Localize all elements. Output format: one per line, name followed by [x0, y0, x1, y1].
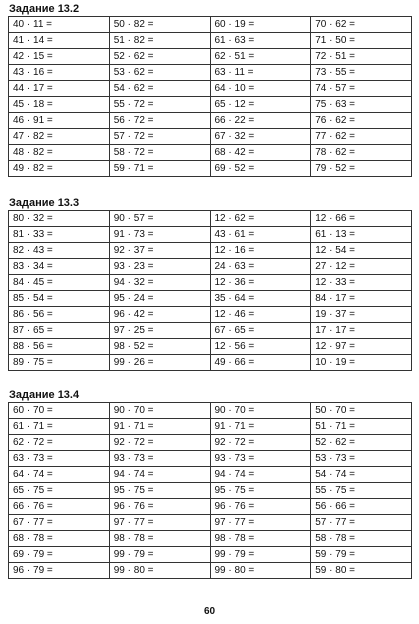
problem-cell: 90 · 57 =	[109, 211, 210, 227]
section-title: Задание 13.3	[9, 197, 80, 209]
table-row	[9, 291, 412, 307]
problem-cell: 99 · 79 =	[210, 547, 311, 563]
problem-cell: 57 · 72 =	[109, 129, 210, 145]
problem-cell: 82 · 43 =	[9, 243, 110, 259]
table-row	[9, 65, 412, 81]
problem-cell: 93 · 73 =	[210, 451, 311, 467]
problem-cell: 59 · 71 =	[109, 161, 210, 177]
problem-cell: 86 · 56 =	[9, 307, 110, 323]
problem-cell: 67 · 77 =	[9, 515, 110, 531]
section-13-2	[8, 2, 412, 177]
problem-cell: 63 · 73 =	[9, 451, 110, 467]
problem-cell: 46 · 91 =	[9, 113, 110, 129]
problem-cell: 51 · 82 =	[109, 33, 210, 49]
table-row	[9, 275, 412, 291]
problem-cell: 97 · 77 =	[109, 515, 210, 531]
problem-cell: 98 · 78 =	[109, 531, 210, 547]
problem-cell: 49 · 82 =	[9, 161, 110, 177]
problem-cell: 95 · 75 =	[210, 483, 311, 499]
problem-cell: 67 · 32 =	[210, 129, 311, 145]
problem-cell: 69 · 52 =	[210, 161, 311, 177]
problem-cell: 52 · 62 =	[109, 49, 210, 65]
table-row	[9, 211, 412, 227]
table-row	[9, 547, 412, 563]
problem-cell: 47 · 82 =	[9, 129, 110, 145]
problem-cell: 92 · 72 =	[210, 435, 311, 451]
problem-cell: 43 · 16 =	[9, 65, 110, 81]
problem-cell: 12 · 66 =	[311, 211, 412, 227]
problem-cell: 66 · 76 =	[9, 499, 110, 515]
problem-cell: 99 · 80 =	[210, 563, 311, 579]
problem-cell: 93 · 73 =	[109, 451, 210, 467]
problem-cell: 72 · 51 =	[311, 49, 412, 65]
problem-cell: 74 · 57 =	[311, 81, 412, 97]
table-row	[9, 227, 412, 243]
problem-cell: 27 · 12 =	[311, 259, 412, 275]
problem-cell: 10 · 19 =	[311, 355, 412, 371]
problem-cell: 84 · 17 =	[311, 291, 412, 307]
problem-cell: 98 · 52 =	[109, 339, 210, 355]
problem-cell: 56 · 72 =	[109, 113, 210, 129]
problem-cell: 53 · 62 =	[109, 65, 210, 81]
problem-cell: 42 · 15 =	[9, 49, 110, 65]
problem-cell: 81 · 33 =	[9, 227, 110, 243]
problem-cell: 61 · 13 =	[311, 227, 412, 243]
problem-cell: 62 · 72 =	[9, 435, 110, 451]
problem-cell: 68 · 42 =	[210, 145, 311, 161]
problem-cell: 96 · 42 =	[109, 307, 210, 323]
table-row	[9, 499, 412, 515]
problem-cell: 51 · 71 =	[311, 419, 412, 435]
problem-cell: 19 · 37 =	[311, 307, 412, 323]
table-row	[9, 17, 412, 33]
table-row	[9, 339, 412, 355]
problem-cell: 50 · 82 =	[109, 17, 210, 33]
problem-cell: 91 · 73 =	[109, 227, 210, 243]
problem-cell: 41 · 14 =	[9, 33, 110, 49]
table-row	[9, 145, 412, 161]
table-row	[9, 467, 412, 483]
problem-cell: 79 · 52 =	[311, 161, 412, 177]
table-row	[9, 531, 412, 547]
problem-cell: 73 · 55 =	[311, 65, 412, 81]
exercise-table	[8, 210, 412, 371]
problem-cell: 55 · 75 =	[311, 483, 412, 499]
problem-cell: 59 · 80 =	[311, 563, 412, 579]
problem-cell: 99 · 80 =	[109, 563, 210, 579]
problem-cell: 97 · 25 =	[109, 323, 210, 339]
problem-cell: 99 · 79 =	[109, 547, 210, 563]
problem-cell: 78 · 62 =	[311, 145, 412, 161]
problem-cell: 17 · 17 =	[311, 323, 412, 339]
problem-cell: 64 · 10 =	[210, 81, 311, 97]
problem-cell: 60 · 70 =	[9, 403, 110, 419]
problem-cell: 91 · 71 =	[109, 419, 210, 435]
problem-cell: 24 · 63 =	[210, 259, 311, 275]
problem-cell: 93 · 23 =	[109, 259, 210, 275]
problem-cell: 90 · 70 =	[210, 403, 311, 419]
problem-cell: 85 · 54 =	[9, 291, 110, 307]
problem-cell: 77 · 62 =	[311, 129, 412, 145]
problem-cell: 61 · 63 =	[210, 33, 311, 49]
problem-cell: 12 · 36 =	[210, 275, 311, 291]
exercise-table	[8, 16, 412, 177]
section-13-3	[8, 196, 412, 371]
table-row	[9, 451, 412, 467]
problem-cell: 83 · 34 =	[9, 259, 110, 275]
section-title: Задание 13.2	[9, 3, 80, 15]
problem-cell: 92 · 72 =	[109, 435, 210, 451]
table-row	[9, 323, 412, 339]
problem-cell: 94 · 32 =	[109, 275, 210, 291]
problem-cell: 12 · 33 =	[311, 275, 412, 291]
table-row	[9, 307, 412, 323]
table-row	[9, 161, 412, 177]
problem-cell: 44 · 17 =	[9, 81, 110, 97]
table-row	[9, 113, 412, 129]
table-row	[9, 355, 412, 371]
problem-cell: 53 · 73 =	[311, 451, 412, 467]
problem-cell: 64 · 74 =	[9, 467, 110, 483]
problem-cell: 69 · 79 =	[9, 547, 110, 563]
problem-cell: 43 · 61 =	[210, 227, 311, 243]
problem-cell: 68 · 78 =	[9, 531, 110, 547]
problem-cell: 45 · 18 =	[9, 97, 110, 113]
problem-cell: 49 · 66 =	[210, 355, 311, 371]
problem-cell: 95 · 24 =	[109, 291, 210, 307]
problem-cell: 54 · 74 =	[311, 467, 412, 483]
exercise-table	[8, 402, 412, 579]
page-number: 60	[203, 606, 216, 617]
problem-cell: 70 · 62 =	[311, 17, 412, 33]
problem-cell: 92 · 37 =	[109, 243, 210, 259]
problem-cell: 67 · 65 =	[210, 323, 311, 339]
problem-cell: 65 · 75 =	[9, 483, 110, 499]
problem-cell: 54 · 62 =	[109, 81, 210, 97]
table-row	[9, 259, 412, 275]
problem-cell: 57 · 77 =	[311, 515, 412, 531]
table-row	[9, 435, 412, 451]
section-title: Задание 13.4	[9, 389, 80, 401]
problem-cell: 75 · 63 =	[311, 97, 412, 113]
problem-cell: 87 · 65 =	[9, 323, 110, 339]
problem-cell: 12 · 62 =	[210, 211, 311, 227]
problem-cell: 12 · 46 =	[210, 307, 311, 323]
problem-cell: 96 · 76 =	[210, 499, 311, 515]
problem-cell: 96 · 76 =	[109, 499, 210, 515]
table-row	[9, 515, 412, 531]
problem-cell: 76 · 62 =	[311, 113, 412, 129]
problem-cell: 98 · 78 =	[210, 531, 311, 547]
problem-cell: 12 · 97 =	[311, 339, 412, 355]
table-row	[9, 563, 412, 579]
problem-cell: 95 · 75 =	[109, 483, 210, 499]
problem-cell: 80 · 32 =	[9, 211, 110, 227]
problem-cell: 89 · 75 =	[9, 355, 110, 371]
problem-cell: 99 · 26 =	[109, 355, 210, 371]
problem-cell: 60 · 19 =	[210, 17, 311, 33]
problem-cell: 61 · 71 =	[9, 419, 110, 435]
problem-cell: 91 · 71 =	[210, 419, 311, 435]
problem-cell: 94 · 74 =	[210, 467, 311, 483]
problem-cell: 58 · 78 =	[311, 531, 412, 547]
section-13-4	[8, 388, 412, 579]
problem-cell: 88 · 56 =	[9, 339, 110, 355]
problem-cell: 90 · 70 =	[109, 403, 210, 419]
table-row	[9, 419, 412, 435]
problem-cell: 12 · 16 =	[210, 243, 311, 259]
table-row	[9, 97, 412, 113]
problem-cell: 12 · 56 =	[210, 339, 311, 355]
table-row	[9, 33, 412, 49]
table-row	[9, 403, 412, 419]
problem-cell: 84 · 45 =	[9, 275, 110, 291]
problem-cell: 55 · 72 =	[109, 97, 210, 113]
problem-cell: 52 · 62 =	[311, 435, 412, 451]
problem-cell: 63 · 11 =	[210, 65, 311, 81]
problem-cell: 50 · 70 =	[311, 403, 412, 419]
problem-cell: 97 · 77 =	[210, 515, 311, 531]
table-row	[9, 483, 412, 499]
problem-cell: 59 · 79 =	[311, 547, 412, 563]
table-row	[9, 243, 412, 259]
problem-cell: 58 · 72 =	[109, 145, 210, 161]
problem-cell: 66 · 22 =	[210, 113, 311, 129]
problem-cell: 12 · 54 =	[311, 243, 412, 259]
problem-cell: 35 · 64 =	[210, 291, 311, 307]
problem-cell: 65 · 12 =	[210, 97, 311, 113]
table-row	[9, 49, 412, 65]
problem-cell: 40 · 11 =	[9, 17, 110, 33]
table-row	[9, 129, 412, 145]
problem-cell: 94 · 74 =	[109, 467, 210, 483]
problem-cell: 96 · 79 =	[9, 563, 110, 579]
table-row	[9, 81, 412, 97]
problem-cell: 62 · 51 =	[210, 49, 311, 65]
problem-cell: 71 · 50 =	[311, 33, 412, 49]
problem-cell: 48 · 82 =	[9, 145, 110, 161]
problem-cell: 56 · 66 =	[311, 499, 412, 515]
